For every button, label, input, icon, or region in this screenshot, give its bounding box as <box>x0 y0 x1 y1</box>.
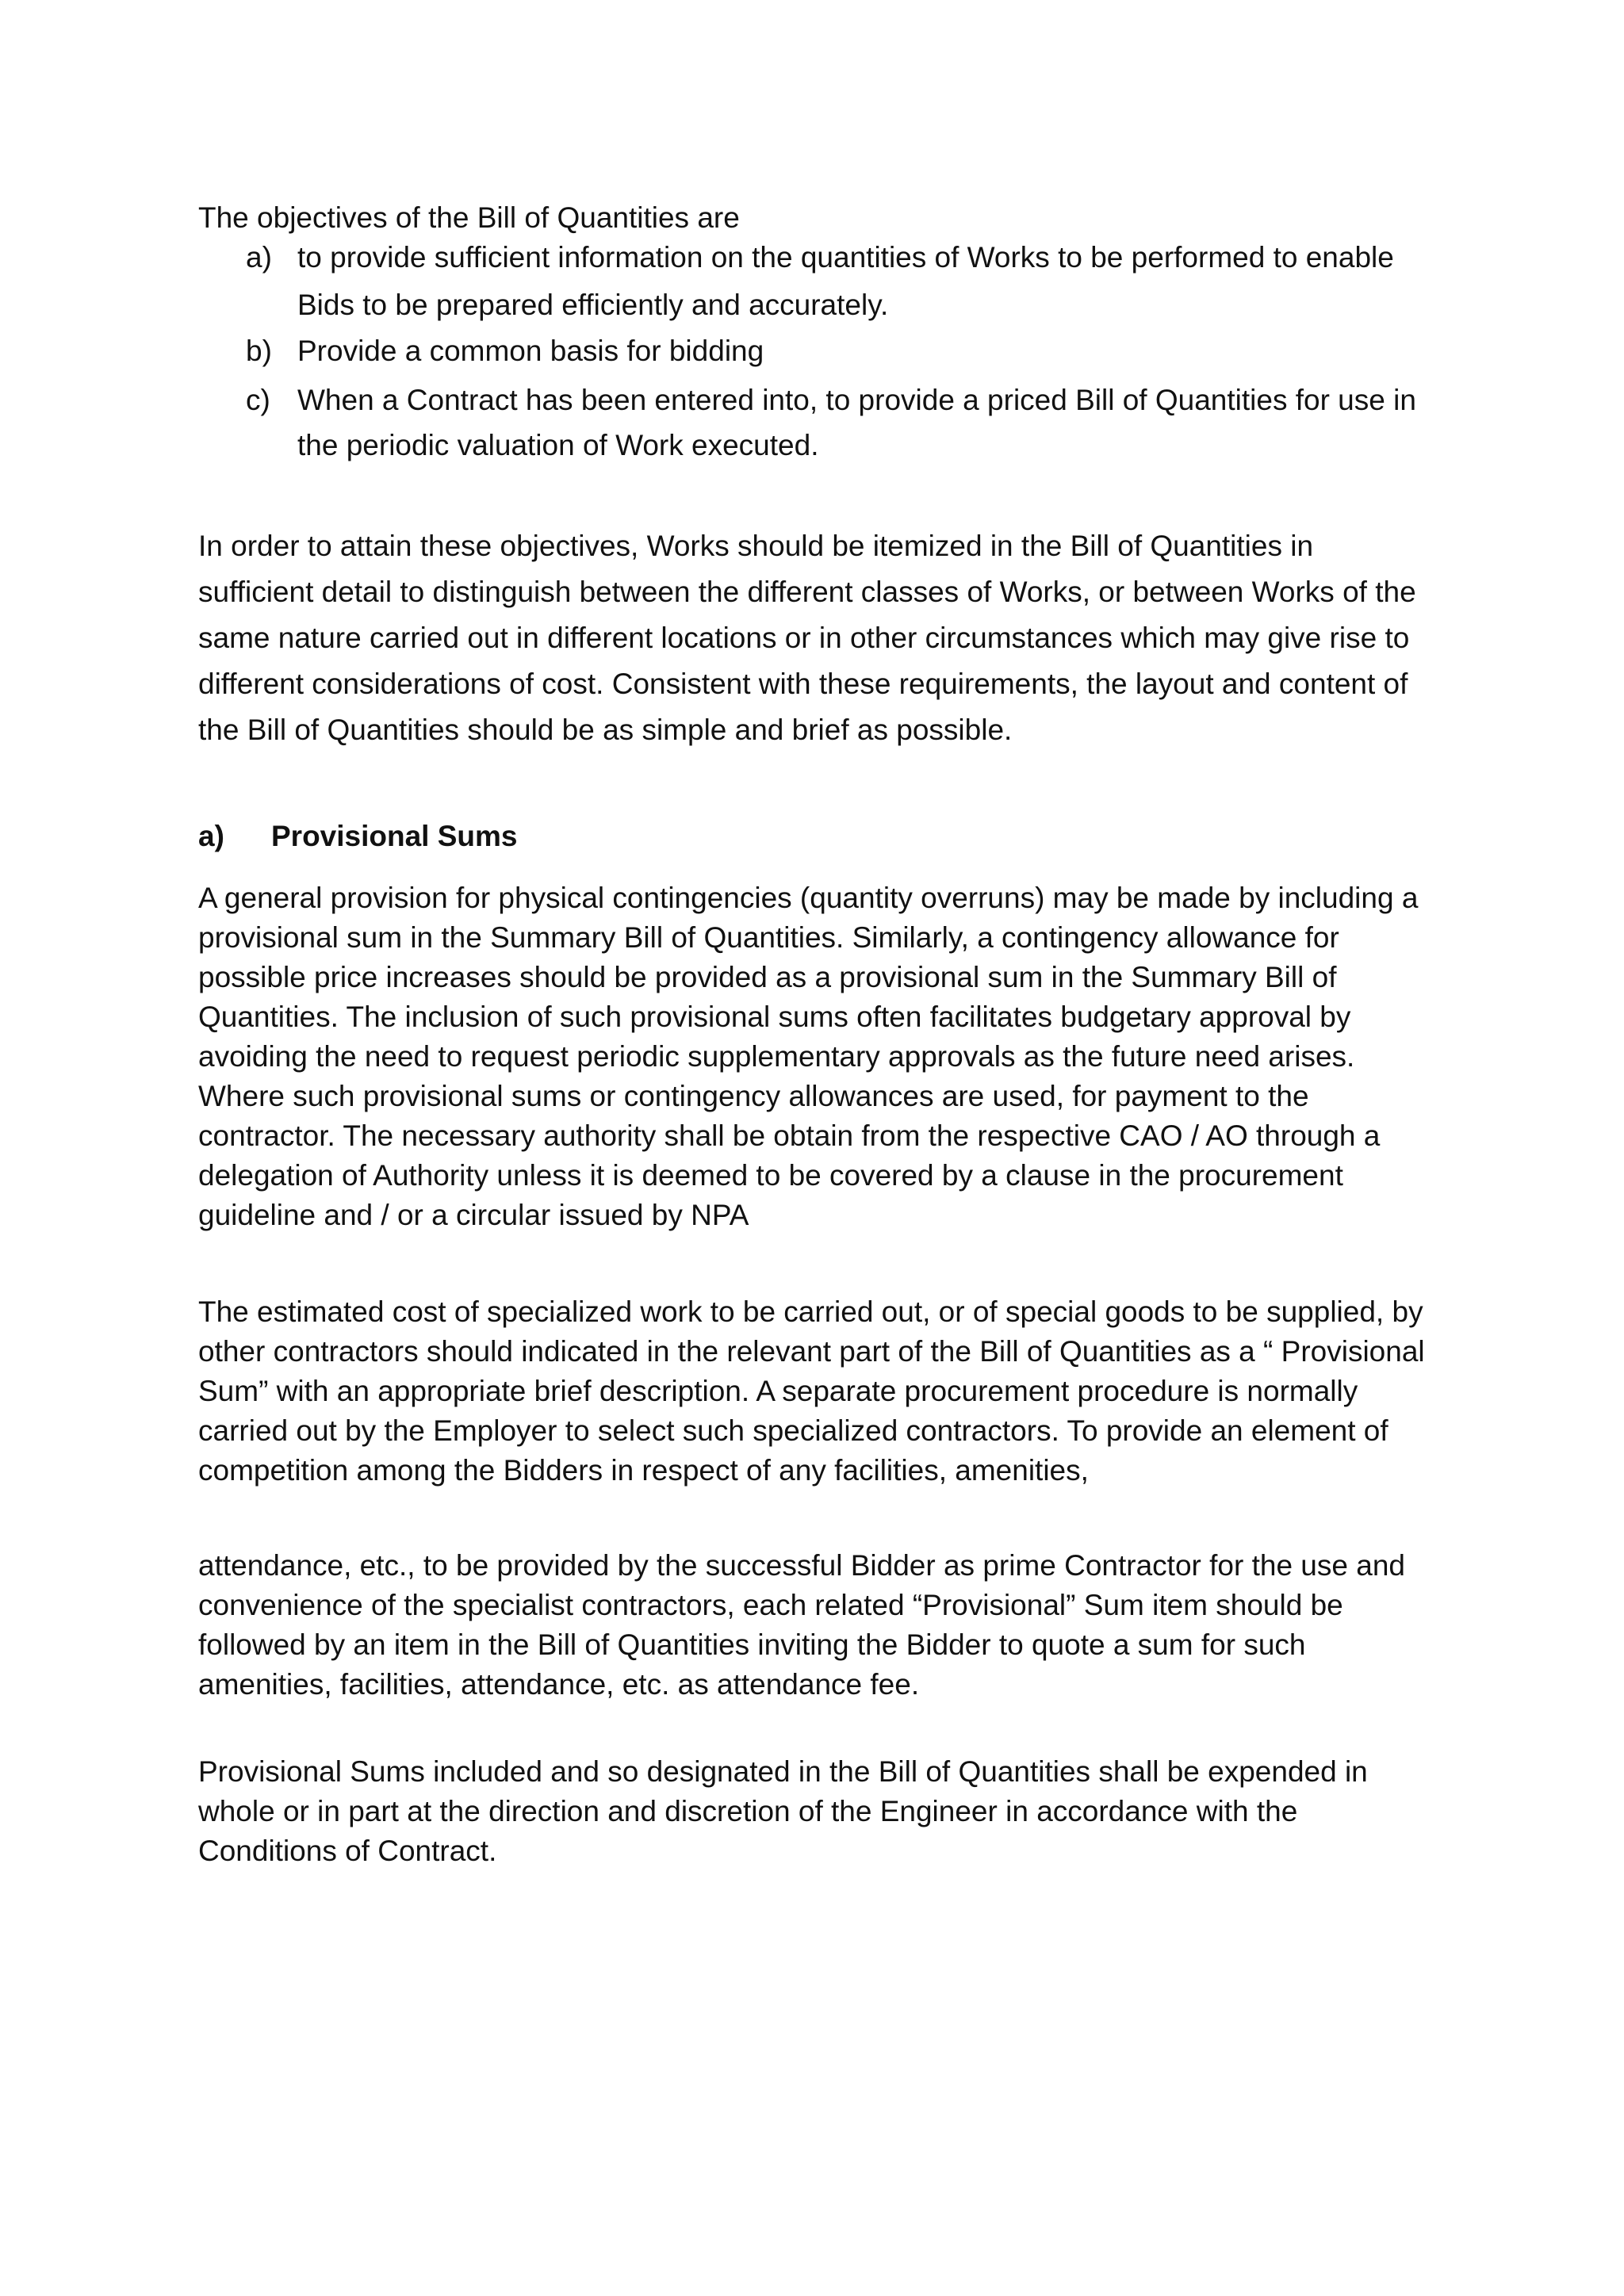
list-marker: c) <box>246 384 270 416</box>
provisional-sums-paragraph: Provisional Sums included and so designated in the Bill of Quantities shall be expended in whole or in part at the direction and discretion of the Engineer in accordance with the Conditions of Contract. <box>198 1755 1368 1867</box>
list-item <box>198 331 1435 371</box>
attendance-paragraph: attendance, etc., to be provided by the successful Bidder as prime Contractor for the use and convenience of the specialist contractors, each related “Provisional” Sum item should be followed by an item in the Bill of Quantities inviting the Bidder to quote a sum for such amenities, facilities, attendance, etc. as attendance fee. <box>198 1549 1405 1701</box>
list-item-text: to provide sufficient information on the quantities of Works to be performed to enable <box>297 241 1394 274</box>
estimated-cost-paragraph: The estimated cost of specialized work to be carried out, or of special goods to be supplied, by other contractors should indicated in the relevant part of the Bill of Quantities as a “ Provisional Sum” with an appropriate brief description. A separate procurement procedure is normally carried out by the Employer to select such specialized contractors. To provide an element of competition among the Bidders in respect of any facilities, amenities, <box>198 1295 1425 1487</box>
list-item <box>198 377 1435 468</box>
objectives-list <box>198 238 1435 468</box>
section-heading-number: a) <box>198 820 224 852</box>
list-item-text: When a Contract has been entered into, to provide a priced Bill of Quantities for use in the periodic valuation of Work executed. <box>297 384 1416 461</box>
list-item <box>198 238 1435 277</box>
objectives-paragraph: In order to attain these objectives, Works should be itemized in the Bill of Quantities in sufficient detail to distinguish between the different classes of Works, or between Works of the same nature carried out in different locations or in other circumstances which may give rise to different considerations of cost. Consistent with these requirements, the layout and content of the Bill of Quantities should be as simple and brief as possible. <box>198 530 1416 746</box>
section-heading-title: Provisional Sums <box>271 820 518 852</box>
list-marker: b) <box>246 335 272 367</box>
intro-text: The objectives of the Bill of Quantities are <box>198 201 740 234</box>
list-marker: a) <box>246 241 272 274</box>
section-heading <box>198 817 1435 856</box>
general-provision-paragraph: A general provision for physical contingencies (quantity overruns) may be made by including a provisional sum in the Summary Bill of Quantities. Similarly, a contingency allowance for possible price increases should be provided as a provisional sum in the Summary Bill of Quantities. The inclusion of such provisional sums often facilitates budgetary approval by avoiding the need to request periodic supplementary approvals as the future need arises. Where such provisional sums or contingency allowances are used, for payment to the contractor. The necessary authority shall be obtain from the respective CAO / AO through a delegation of Authority unless it is deemed to be covered by a clause in the procurement guideline and / or a circular issued by NPA <box>198 882 1419 1231</box>
list-item-continuation: Bids to be prepared efficiently and accurately. <box>297 289 889 321</box>
list-item-text: Provide a common basis for bidding <box>297 335 764 367</box>
